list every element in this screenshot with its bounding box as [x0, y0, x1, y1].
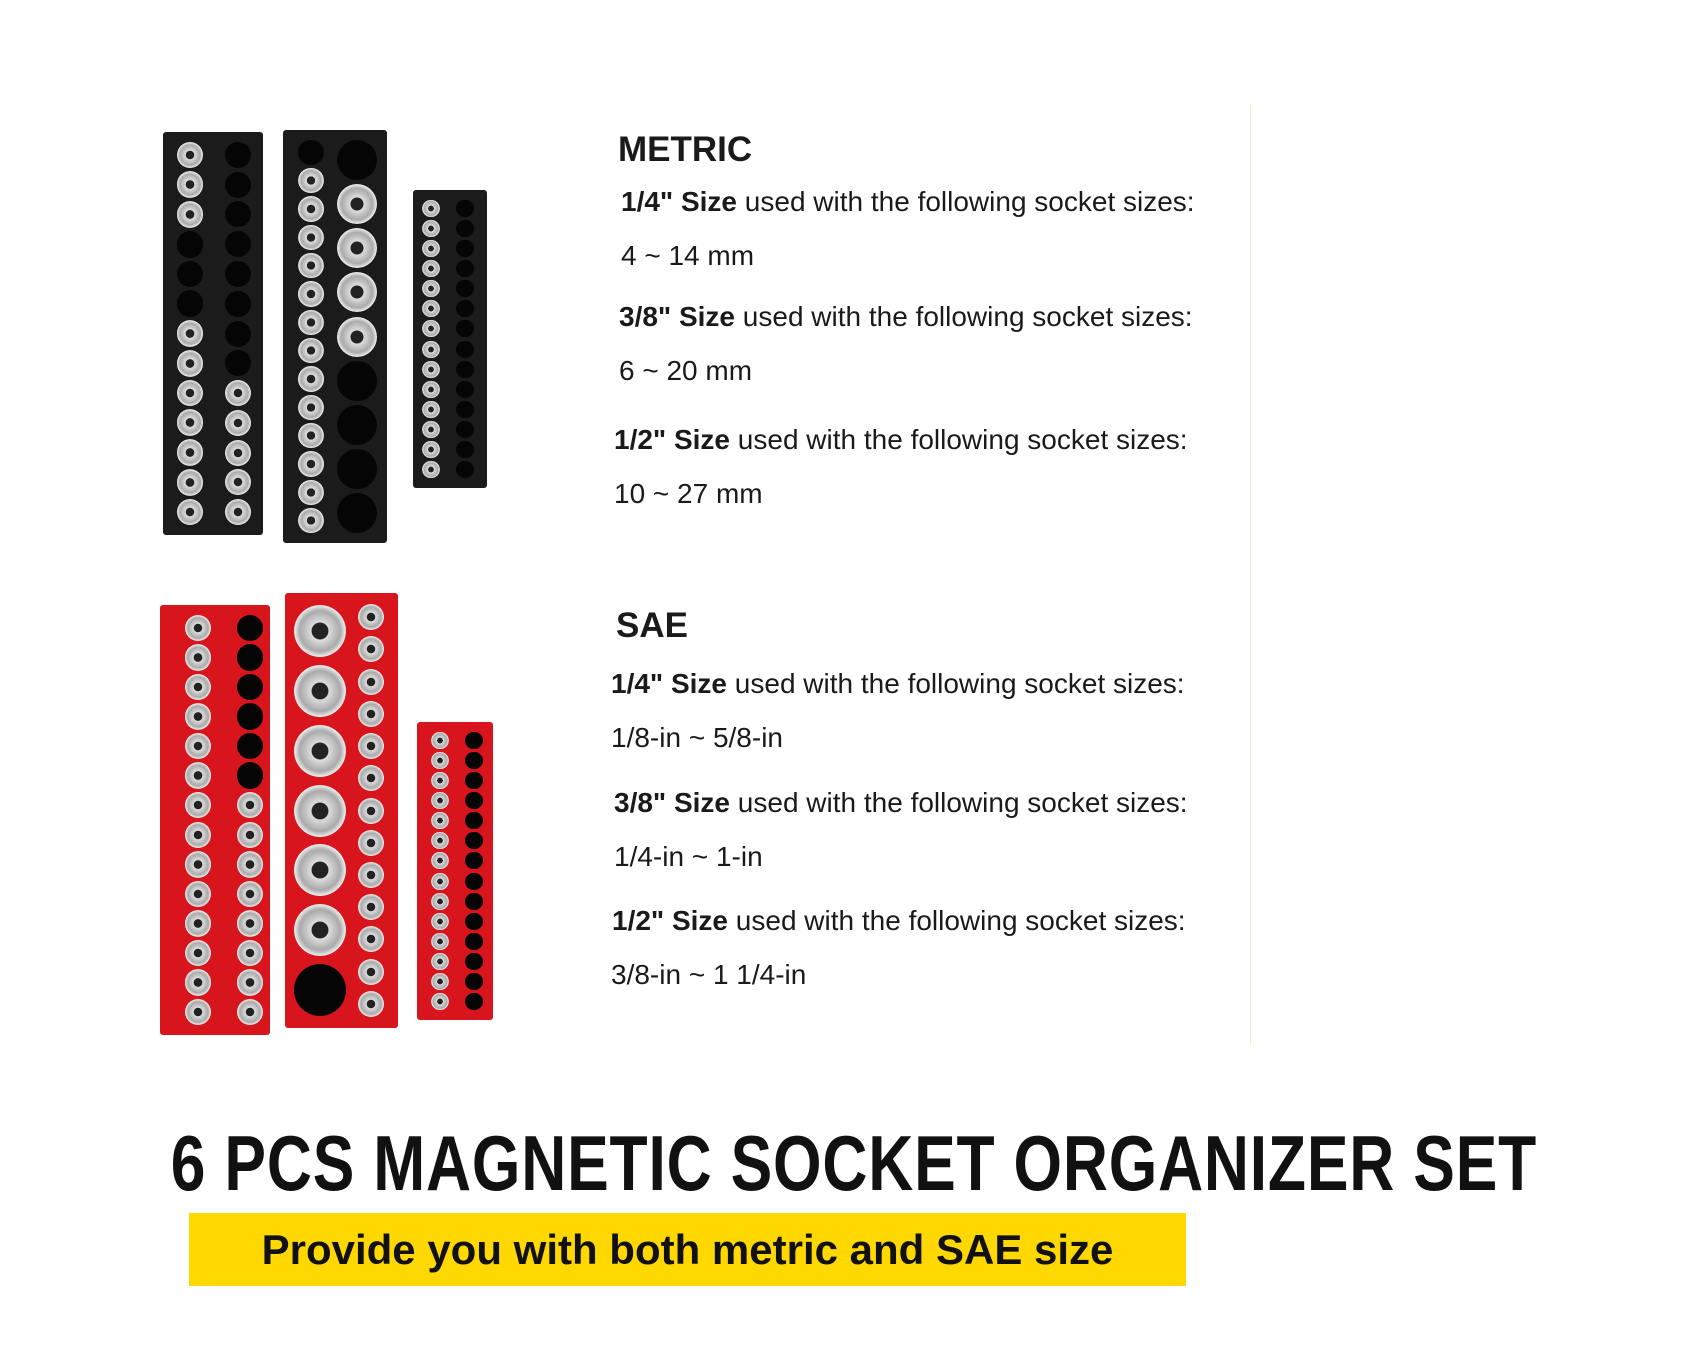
socket — [298, 281, 323, 306]
socket-slot — [456, 300, 473, 317]
socket-slot — [225, 142, 251, 168]
socket — [298, 366, 323, 391]
socket — [298, 508, 323, 533]
socket-slot — [456, 421, 473, 438]
subtitle-banner — [189, 1213, 1186, 1286]
socket — [298, 423, 323, 448]
socket-slot — [337, 449, 377, 489]
socket-slot — [465, 993, 482, 1010]
socket — [422, 341, 439, 358]
socket — [422, 320, 439, 337]
socket — [358, 862, 384, 888]
socket-slot — [465, 852, 482, 869]
socket — [185, 822, 212, 849]
socket-slot — [456, 280, 473, 297]
socket-slot — [456, 401, 473, 418]
socket — [237, 822, 264, 849]
socket — [177, 171, 204, 198]
metric-row-3: 1/2" Size used with the following socket sizes: — [614, 424, 1188, 455]
socket — [431, 953, 448, 970]
socket — [294, 725, 346, 777]
socket-slot — [465, 873, 482, 890]
socket — [225, 440, 251, 466]
socket-slot — [465, 752, 482, 769]
socket-slot — [465, 812, 482, 829]
socket — [431, 772, 448, 789]
socket — [294, 665, 346, 717]
socket — [358, 604, 384, 630]
socket-slot — [465, 893, 482, 910]
socket — [358, 733, 384, 759]
sae-row-3: 1/2" Size used with the following socket sizes: — [612, 905, 1186, 936]
socket — [422, 260, 439, 277]
socket-slot — [298, 140, 323, 165]
socket — [431, 913, 448, 930]
sae-title: SAE — [616, 606, 688, 645]
socket-slot — [237, 762, 264, 789]
socket-slot — [456, 260, 473, 277]
socket — [298, 451, 323, 476]
socket — [422, 381, 439, 398]
socket — [294, 605, 346, 657]
socket — [422, 361, 439, 378]
socket-slot — [465, 913, 482, 930]
socket-slot — [225, 172, 251, 198]
socket — [185, 910, 212, 937]
socket — [177, 469, 204, 496]
socket — [431, 993, 448, 1010]
socket-slot — [456, 461, 473, 478]
socket — [422, 220, 439, 237]
socket-slot — [456, 361, 473, 378]
socket-slot — [237, 615, 264, 642]
socket — [422, 300, 439, 317]
metric-row-2: 3/8" Size used with the following socket sizes: — [619, 301, 1193, 332]
socket — [294, 844, 346, 896]
socket-slot — [456, 320, 473, 337]
headline: 6 PCS MAGNETIC SOCKET ORGANIZER SET — [170, 1119, 1538, 1207]
socket — [225, 410, 251, 436]
socket-slot — [337, 361, 377, 401]
socket-slot — [456, 381, 473, 398]
socket — [358, 830, 384, 856]
socket-slot — [465, 772, 482, 789]
metric-range-2: 6 ~ 20 mm — [619, 355, 753, 386]
socket — [431, 832, 448, 849]
socket — [298, 168, 323, 193]
socket — [358, 798, 384, 824]
socket — [431, 752, 448, 769]
socket — [431, 873, 448, 890]
socket-slot — [456, 240, 473, 257]
metric-range-1: 4 ~ 14 mm — [621, 240, 755, 271]
socket — [294, 904, 346, 956]
socket — [431, 852, 448, 869]
socket — [185, 762, 212, 789]
socket — [422, 280, 439, 297]
socket — [225, 499, 251, 525]
banner-text: Provide you with both metric and SAE size — [261, 1225, 1114, 1273]
divider-line — [1250, 105, 1251, 1045]
socket — [177, 320, 204, 347]
socket-slot — [225, 321, 251, 347]
sae-organizer-rail — [417, 722, 493, 1020]
socket — [185, 851, 212, 878]
socket — [298, 480, 323, 505]
socket — [431, 792, 448, 809]
socket — [358, 669, 384, 695]
socket — [298, 338, 323, 363]
socket — [185, 615, 212, 642]
socket — [422, 441, 439, 458]
socket — [294, 785, 346, 837]
socket — [337, 317, 377, 357]
socket — [298, 395, 323, 420]
socket — [298, 310, 323, 335]
socket-slot — [337, 140, 377, 180]
socket-slot — [456, 220, 473, 237]
socket — [298, 225, 323, 250]
socket-slot — [456, 341, 473, 358]
socket-slot — [225, 291, 251, 317]
sae-row-2: 3/8" Size used with the following socket sizes: — [614, 787, 1188, 818]
socket-slot — [456, 441, 473, 458]
socket-slot — [465, 732, 482, 749]
socket — [177, 439, 204, 466]
metric-row-1: 1/4" Size used with the following socket sizes: — [621, 186, 1195, 217]
socket — [422, 240, 439, 257]
sae-range-3: 3/8-in ~ 1 1/4-in — [611, 959, 807, 990]
socket — [358, 991, 384, 1017]
socket-slot — [465, 953, 482, 970]
socket — [422, 461, 439, 478]
socket — [431, 732, 448, 749]
socket — [337, 184, 377, 224]
metric-title: METRIC — [618, 130, 753, 169]
socket — [422, 421, 439, 438]
socket-slot — [177, 231, 204, 258]
socket — [237, 969, 264, 996]
socket-slot — [237, 703, 264, 730]
socket — [298, 253, 323, 278]
sae-row-1: 1/4" Size used with the following socket sizes: — [611, 668, 1185, 699]
socket — [422, 401, 439, 418]
socket-slot — [465, 792, 482, 809]
socket — [237, 910, 264, 937]
sae-range-2: 1/4-in ~ 1-in — [614, 841, 763, 872]
socket-slot — [465, 933, 482, 950]
socket — [431, 893, 448, 910]
socket — [177, 350, 204, 377]
socket — [358, 959, 384, 985]
socket-slot — [465, 832, 482, 849]
socket — [337, 228, 377, 268]
socket — [298, 196, 323, 221]
socket — [431, 933, 448, 950]
socket — [185, 703, 212, 730]
metric-range-3: 10 ~ 27 mm — [614, 478, 763, 509]
socket — [422, 200, 439, 217]
socket — [431, 812, 448, 829]
sae-range-1: 1/8-in ~ 5/8-in — [611, 722, 783, 753]
socket — [185, 969, 212, 996]
socket — [237, 851, 264, 878]
socket — [177, 201, 204, 228]
socket-slot — [337, 405, 377, 445]
socket-slot — [456, 200, 473, 217]
socket-slot — [465, 973, 482, 990]
socket-slot — [294, 964, 346, 1016]
socket-slot — [237, 644, 264, 671]
socket-slot — [225, 261, 251, 287]
socket — [358, 701, 384, 727]
socket — [185, 644, 212, 671]
socket — [225, 380, 251, 406]
socket — [431, 973, 448, 990]
socket-slot — [225, 231, 251, 257]
socket-slot — [337, 493, 377, 533]
socket — [358, 894, 384, 920]
